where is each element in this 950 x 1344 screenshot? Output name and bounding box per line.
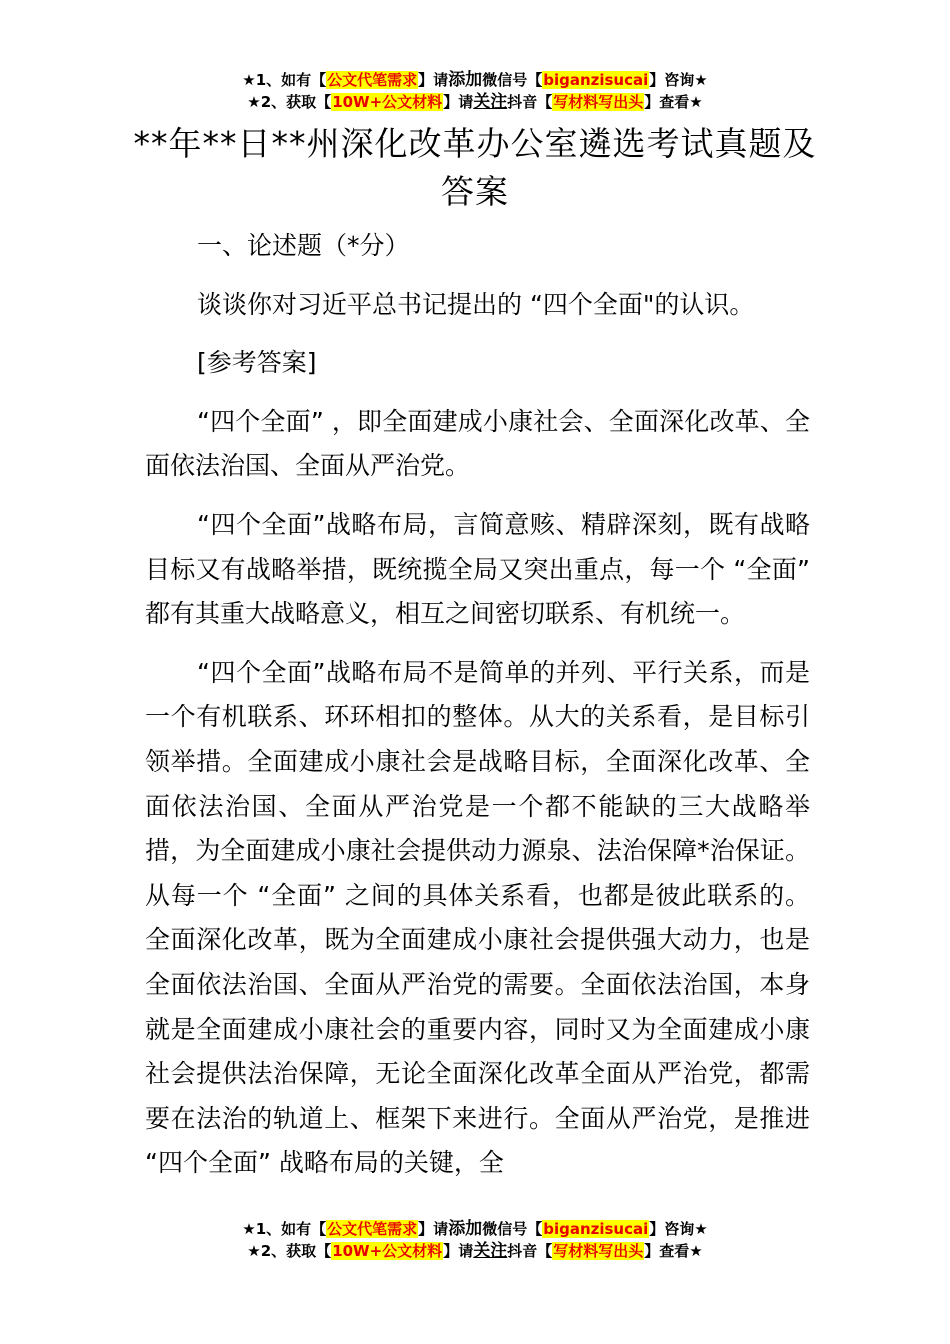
document-title: **年**日**州深化改革办公室遴选考试真题及答案 [133, 124, 817, 211]
promo-emphasis: 关注 [473, 1241, 508, 1261]
promo-text: 】查看★ [644, 93, 703, 111]
promo-line-2 [0, 1240, 950, 1262]
promo-highlight: 10W+公文材料 [332, 93, 443, 111]
promo-highlight: 公文代笔需求 [327, 1220, 418, 1238]
douyin-id-highlight: 写材料写出头 [553, 1242, 644, 1260]
footer-promo-banner [0, 1218, 950, 1262]
promo-text: 微信号【 [482, 1220, 543, 1238]
document-body [145, 224, 810, 1200]
promo-text: ★1、如有【 [242, 71, 327, 89]
promo-text: ★2、获取【 [247, 93, 332, 111]
promo-text: 】查看★ [644, 1242, 703, 1260]
promo-text: 抖音【 [507, 93, 553, 111]
answer-label: [参考答案] [197, 348, 317, 378]
promo-text: 】请 [443, 93, 474, 111]
section-heading: 一、论述题（*分） [197, 231, 410, 260]
answer-paragraph: “四个全面”战略布局，言简意赅、精辟深刻，既有战略目标又有战略举措，既统揽全局又突出重点，每一个 “全面” 都有其重大战略意义，相互之间密切联系、有机统一。 [145, 509, 810, 629]
promo-emphasis: 关注 [473, 92, 508, 112]
promo-line-2 [0, 91, 950, 113]
promo-emphasis: 添加 [448, 1219, 483, 1239]
douyin-id-highlight: 写材料写出头 [553, 93, 644, 111]
promo-text: ★2、获取【 [247, 1242, 332, 1260]
promo-highlight: 10W+公文材料 [332, 1242, 443, 1260]
wechat-id-highlight: biganzisucai [543, 71, 649, 89]
promo-text: 】请 [443, 1242, 474, 1260]
promo-text: 】请 [418, 1220, 449, 1238]
promo-text: 】咨询★ [649, 71, 708, 89]
promo-text: 】咨询★ [649, 1220, 708, 1238]
promo-emphasis: 添加 [448, 70, 483, 90]
answer-paragraph: “四个全面”战略布局不是简单的并列、平行关系，而是一个有机联系、环环相扣的整体。从大的关系看，是目标引领举措。全面建成小康社会是战略目标，全面深化改革、全面依法治国、全面从严治党是一个都不能缺的三大战略举措，为全面建成小康社会提供动力源泉、法治保障*治保证。从每一个 “全面” 之间的具体关系看，也都是彼此联系的。全面深化改革，既为全面建成小康社会提供强大动力，也是全面依法治国、全面从严治党的需要。全面依法治国，本身就是全面建成小康社会的重要内容，同时又为全面建成小康社会提供法治保障，无论全面深化改革全面从严治党，都需要在法治的轨道上、框架下来进行。全面从严治党，是推进 “四个全面” 战略布局的关键，全 [145, 657, 810, 1178]
answer-paragraph: “四个全面” ，即全面建成小康社会、全面深化改革、全面依法治国、全面从严治党。 [145, 406, 810, 481]
wechat-id-highlight: biganzisucai [543, 1220, 649, 1238]
promo-text: ★1、如有【 [242, 1220, 327, 1238]
promo-line-1 [0, 1218, 950, 1240]
promo-highlight: 公文代笔需求 [327, 71, 418, 89]
promo-text: 微信号【 [482, 71, 543, 89]
promo-line-1 [0, 69, 950, 91]
question-text: 谈谈你对习近平总书记提出的 “四个全面"的认识。 [197, 289, 755, 319]
promo-text: 】请 [418, 71, 449, 89]
promo-text: 抖音【 [507, 1242, 553, 1260]
header-promo-banner [0, 69, 950, 113]
